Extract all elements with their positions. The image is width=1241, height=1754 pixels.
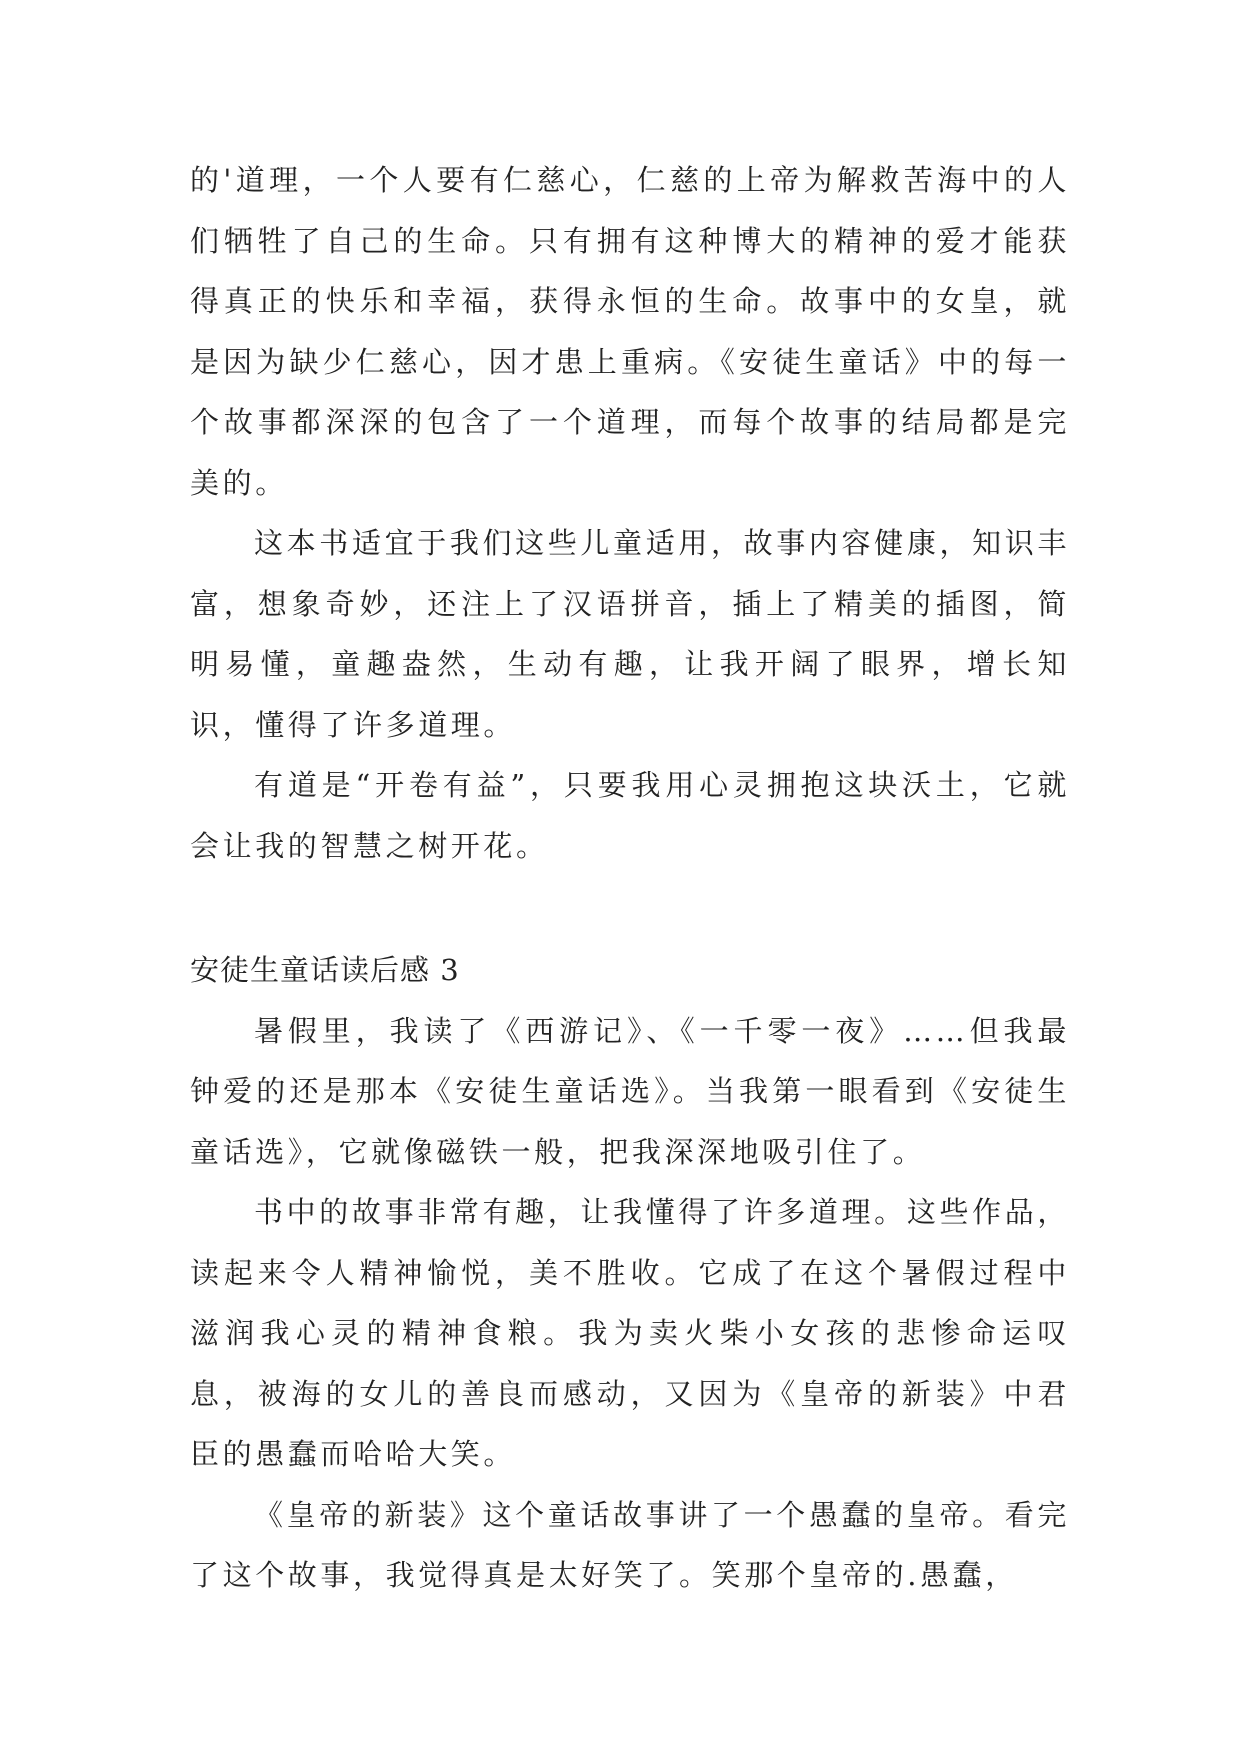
- paragraph-emperor-new-clothes: 《皇帝的新装》这个童话故事讲了一个愚蠢的皇帝。看完了这个故事，我觉得真是太好笑了。笑那个皇帝的.愚蠢，: [190, 1497, 1070, 1592]
- document-body: [190, 150, 1070, 1606]
- paragraph-conclusion: 有道是“开卷有益”，只要我用心灵拥抱这块沃土，它就会让我的智慧之树开花。: [190, 768, 1070, 863]
- paragraph-summer-reading: 暑假里，我读了《西游记》、《一千零一夜》……但我最钟爱的还是那本《安徒生童话选》。当我第一眼看到《安徒生童话选》，它就像磁铁一般，把我深深地吸引住了。: [190, 1013, 1070, 1169]
- section-heading: 安徒生童话读后感 3: [190, 953, 460, 987]
- paragraph-book-suitability: 这本书适宜于我们这些儿童适用，故事内容健康，知识丰富，想象奇妙，还注上了汉语拼音，插上了精美的插图，简明易懂，童趣盎然，生动有趣，让我开阔了眼界，增长知识，懂得了许多道理。: [190, 526, 1070, 742]
- paragraph-continued: 的'道理，一个人要有仁慈心，仁慈的上帝为解救苦海中的人们牺牲了自己的生命。只有拥有这种博大的精神的爱才能获得真正的快乐和幸福，获得永恒的生命。故事中的女皇，就是因为缺少仁慈心，因才患上重病。《安徒生童话》中的每一个故事都深深的包含了一个道理，而每个故事的结局都是完美的。: [190, 163, 1070, 500]
- paragraph-stories-interesting: 书中的故事非常有趣，让我懂得了许多道理。这些作品，读起来令人精神愉悦，美不胜收。它成了在这个暑假过程中滋润我心灵的精神食粮。我为卖火柴小女孩的悲惨命运叹息，被海的女儿的善良而感动，又因为《皇帝的新装》中君臣的愚蠢而哈哈大笑。: [190, 1195, 1070, 1471]
